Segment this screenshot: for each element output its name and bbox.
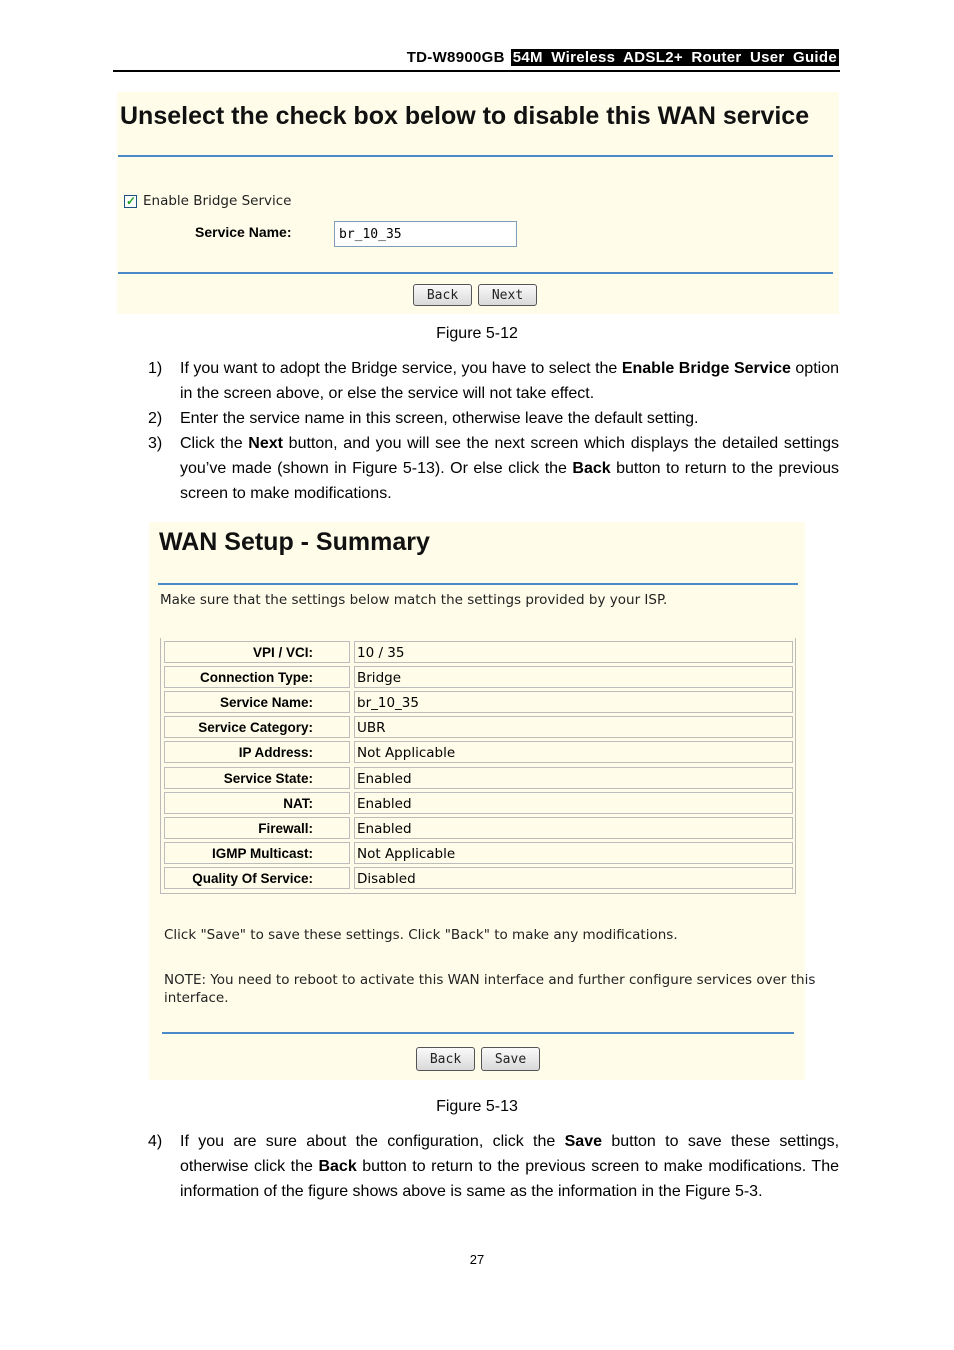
table-row: VPI / VCI: 10 / 35 bbox=[164, 641, 793, 663]
header-model: TD-W8900GB bbox=[406, 49, 505, 66]
check-icon: ✓ bbox=[126, 194, 137, 208]
header-rule bbox=[113, 70, 840, 72]
header-guide-title: 54M Wireless ADSL2+ Router User Guide bbox=[512, 49, 837, 66]
table-row: IP Address: Not Applicable bbox=[164, 741, 793, 763]
step-3: 3) Click the Next button, and you will see the next screen which displays the detailed settings you’ve made (shown in Figure 5-13). Or else click the Back button to return to the previous screen to make modifications. bbox=[148, 435, 840, 502]
table-row: NAT: Enabled bbox=[164, 792, 793, 814]
step-4: 4) If you are sure about the configuration, click the Save button to save these settings, otherwise click the Back button to return to the previous screen to make modifications. The information of the figure shows above is same as the information in the Figure 5-3. bbox=[148, 1133, 840, 1200]
enable-bridge-label: Enable Bridge Service bbox=[143, 193, 292, 209]
summary-table bbox=[160, 638, 796, 894]
fig12-bottom-rule bbox=[118, 272, 833, 274]
figure-5-12-caption: Figure 5-12 bbox=[436, 325, 518, 342]
reboot-note-line-2: interface. bbox=[164, 990, 229, 1006]
fig12-panel bbox=[117, 92, 839, 314]
fig13-top-rule bbox=[158, 583, 798, 585]
service-name-label: Service Name: bbox=[195, 224, 292, 240]
back-button[interactable]: Back bbox=[413, 284, 472, 306]
fig12-top-rule bbox=[118, 155, 833, 157]
figure-5-13-caption: Figure 5-13 bbox=[436, 1098, 518, 1115]
table-row: Service State: Enabled bbox=[164, 767, 793, 789]
save-note: Click "Save" to save these settings. Click "Back" to make any modifications. bbox=[164, 927, 678, 943]
summary-save-button[interactable]: Save bbox=[481, 1047, 540, 1071]
enable-bridge-checkbox[interactable] bbox=[124, 195, 137, 208]
step-2: 2) Enter the service name in this screen, otherwise leave the default setting. bbox=[148, 410, 699, 427]
table-row: Connection Type: Bridge bbox=[164, 666, 793, 688]
table-row: IGMP Multicast: Not Applicable bbox=[164, 842, 793, 864]
reboot-note-line-1: NOTE: You need to reboot to activate this WAN interface and further configure services over this bbox=[164, 972, 816, 988]
page-number: 27 bbox=[469, 1252, 485, 1267]
table-row: Service Name: br_10_35 bbox=[164, 691, 793, 713]
service-name-input[interactable] bbox=[334, 221, 517, 247]
fig13-bottom-rule bbox=[162, 1032, 794, 1034]
page-header bbox=[407, 49, 839, 66]
table-row: Quality Of Service: Disabled bbox=[164, 867, 793, 889]
next-button[interactable]: Next bbox=[478, 284, 537, 306]
table-row: Firewall: Enabled bbox=[164, 817, 793, 839]
fig13-title: WAN Setup - Summary bbox=[159, 528, 430, 556]
summary-back-button[interactable]: Back bbox=[416, 1047, 475, 1071]
fig13-intro: Make sure that the settings below match the settings provided by your ISP. bbox=[160, 592, 668, 608]
step-1: 1) If you want to adopt the Bridge service, you have to select the Enable Bridge Service option in the screen above, or else the service will not take effect. bbox=[148, 360, 839, 402]
table-row: Service Category: UBR bbox=[164, 716, 793, 738]
fig12-title: Unselect the check box below to disable this WAN service bbox=[120, 102, 810, 130]
